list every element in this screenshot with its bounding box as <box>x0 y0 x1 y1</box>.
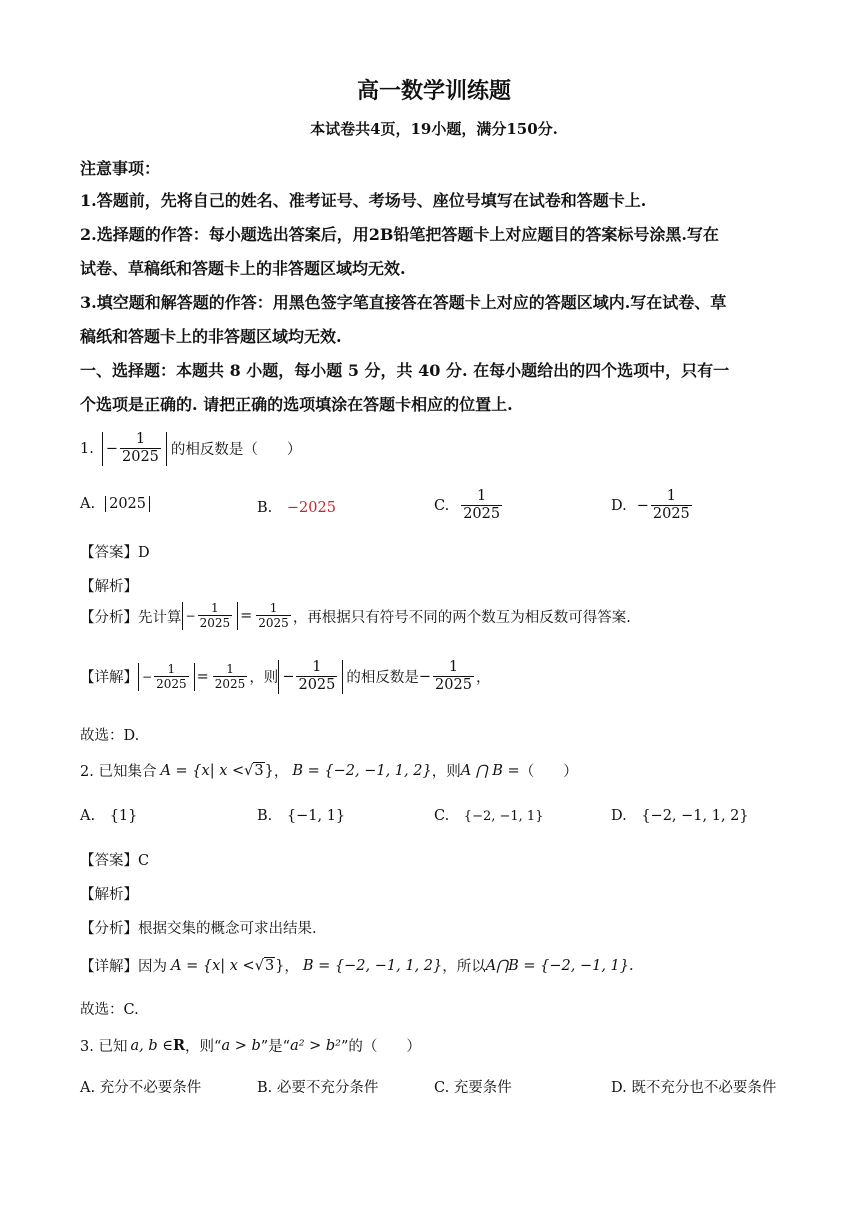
q3-option-b: B. 必要不充分条件 <box>257 1080 379 1096</box>
q2-xiangjie-set-a-close: } <box>275 957 285 974</box>
q2-xiangjie-sqrt: √3 <box>254 957 275 974</box>
q1-analysis-heading: 【解析】 <box>80 579 138 595</box>
q1-xiangjie-end: ， <box>475 670 491 687</box>
q1-answer: 【答案】D <box>80 545 150 561</box>
notice-heading: 注意事项： <box>80 159 161 178</box>
q1-xiangjie-result-denominator: 2025 <box>214 676 246 691</box>
notice-item-3-line1: 3.填空题和解答题的作答：用黑色签字笔直接答在答题卡上对应的答题区域内.写在试卷、草 <box>80 293 727 312</box>
q1-stem <box>80 432 301 466</box>
q2-option-d <box>611 808 749 824</box>
section1-line2: 个选项是正确的. 请把正确的选项填涂在答题卡相应的位置上. <box>80 395 513 414</box>
q1-option-c-fraction <box>461 489 502 523</box>
q1-fenxi-result-numerator: 1 <box>269 601 278 615</box>
q1-xiangjie-minus2: − <box>282 668 295 685</box>
q3-option-c: C. 充要条件 <box>434 1080 512 1096</box>
q1-fenxi-minus: − <box>185 609 196 624</box>
q3-stem-pre: 3. 已知 <box>80 1039 128 1055</box>
q1-xiangjie-mid2: 的相反数是 <box>346 670 419 687</box>
q1-fenxi-numerator: 1 <box>211 601 219 615</box>
q1-option-d-fraction <box>651 489 692 523</box>
q1-xiangjie-mid: ，则 <box>249 670 279 687</box>
q2-sqrt: √3 <box>244 762 264 779</box>
q3-real-set: R <box>172 1037 186 1054</box>
q1-option-c-label: C. <box>434 497 450 514</box>
q1-option-a-value: 2025 <box>105 496 150 512</box>
q1-xiangjie <box>80 660 490 694</box>
q3-condition-1: a > b <box>221 1037 261 1054</box>
q2-paren: （ ） <box>519 764 578 780</box>
q1-option-d-label: D. <box>611 497 627 514</box>
q2-xiangjie-sqrt-value: 3 <box>264 957 275 974</box>
q3-vars: a, b ∈ <box>130 1037 173 1054</box>
q1-option-c <box>434 489 504 523</box>
q1-option-d-numerator: 1 <box>666 488 676 504</box>
q2-option-c-value: {−2, −1, 1} <box>463 809 544 824</box>
q1-option-d-denominator: 2025 <box>652 505 690 522</box>
q1-xiangjie-denominator: 2025 <box>156 676 187 691</box>
q2-option-a <box>80 808 137 824</box>
notice-item-1: 1.答题前，先将自己的姓名、准考证号、考场号、座位号填写在试卷和答题卡上. <box>80 191 647 210</box>
q1-option-c-denominator: 2025 <box>463 505 501 522</box>
q2-xiangjie-so: ，所以 <box>442 959 486 975</box>
q1-fenxi-rest: ，再根据只有符号不同的两个数互为相反数可得答案. <box>292 609 631 626</box>
q2-sqrt-value: 3 <box>254 762 264 779</box>
notice-item-3-line2: 稿纸和答题卡上的非答题区域均无效. <box>80 327 342 346</box>
q2-conclusion: 故选：C. <box>80 1002 139 1018</box>
q1-denominator: 2025 <box>122 448 159 465</box>
notice-item-2-line1: 2.选择题的作答：每小题选出答案后，用2B铅笔把答题卡上对应题目的答案标号涂黑.写在 <box>80 225 719 244</box>
q2-answer: 【答案】C <box>80 853 150 869</box>
q3-stem <box>80 1035 421 1056</box>
q3-stem-mid: ，则“ <box>185 1039 222 1055</box>
q1-fenxi-fraction <box>198 602 233 630</box>
section1-line1: 一、选择题：本题共 8 小题，每小题 5 分，共 40 分. 在每小题给出的四个选项中，只有一 <box>80 361 730 380</box>
q1-option-a-label: A. <box>80 496 96 512</box>
q1-xiangjie-numerator2: 1 <box>312 659 322 675</box>
q2-xiangjie-set-b: B = {−2, −1, 1, 2} <box>302 957 443 974</box>
q2-separator: ， <box>273 764 289 780</box>
q1-option-d-minus: − <box>636 497 649 514</box>
q2-option-d-value: {−2, −1, 1, 2} <box>641 808 749 824</box>
q1-minus: − <box>105 440 118 457</box>
q1-stem-text: 的相反数是（ ） <box>170 442 302 459</box>
page-title: 高一数学训练题 <box>356 78 511 104</box>
q1-xiangjie-abs2 <box>278 660 343 694</box>
q2-xiangjie <box>80 955 634 976</box>
q2-xiangjie-result: A⋂B = {−2, −1, 1}. <box>485 957 634 974</box>
q1-xiangjie-fraction2 <box>296 660 337 694</box>
q1-conclusion: 故选：D. <box>80 728 140 744</box>
q2-option-a-value: {1} <box>109 808 138 824</box>
q1-fenxi-result-fraction <box>256 602 291 630</box>
q1-fraction <box>120 432 161 466</box>
q2-analysis-heading: 【解析】 <box>80 887 138 903</box>
q3-option-d: D. 既不充分也不必要条件 <box>611 1080 777 1096</box>
q1-xiangjie-minus: − <box>142 669 153 684</box>
q2-option-a-label: A. <box>80 808 96 824</box>
q1-option-c-numerator: 1 <box>477 488 487 504</box>
q2-fenxi: 【分析】根据交集的概念可求出结果. <box>80 921 317 937</box>
q1-xiangjie-tag: 【详解】 <box>80 670 138 687</box>
q2-option-d-label: D. <box>611 808 627 824</box>
q2-option-b-label: B. <box>257 808 273 824</box>
q2-stem-post: ，则 <box>431 764 461 780</box>
q1-option-b-label: B. <box>257 500 273 516</box>
q1-xiangjie-result-fraction <box>213 663 248 691</box>
q1-option-a <box>80 496 150 512</box>
q2-set-b: B = {−2, −1, 1, 2} <box>292 762 432 779</box>
q1-fenxi-denominator: 2025 <box>199 616 231 631</box>
q1-xiangjie-numerator3: 1 <box>448 659 459 675</box>
q1-xiangjie-fraction <box>154 663 189 691</box>
q1-option-b-value: −2025 <box>286 500 336 516</box>
q2-xiangjie-set-a: A = {x| x < <box>171 957 255 974</box>
q1-fenxi-equals: = <box>240 608 253 625</box>
q2-stem <box>80 760 578 781</box>
q3-condition-2: a² > b² <box>290 1037 341 1054</box>
q1-option-d <box>611 489 694 523</box>
q1-option-b <box>257 500 336 516</box>
q1-numerator: 1 <box>135 431 146 447</box>
q2-xiangjie-separator: ， <box>284 959 299 975</box>
q1-fenxi-abs <box>182 602 239 630</box>
q1-xiangjie-minus3: − <box>418 668 432 685</box>
q3-option-a: A. 充分不必要条件 <box>80 1080 202 1096</box>
q3-stem-post: ”的（ ） <box>340 1039 421 1055</box>
q1-fenxi <box>80 602 631 630</box>
q1-fenxi-tag: 【分析】先计算 <box>80 609 182 626</box>
q1-fenxi-result-denominator: 2025 <box>258 616 289 631</box>
notice-item-2-line2: 试卷、草稿纸和答题卡上的非答题区域均无效. <box>80 259 406 278</box>
q1-number: 1. <box>80 440 94 457</box>
page-subtitle: 本试卷共4页，19小题，满分150分. <box>310 120 558 138</box>
q2-intersection: A ⋂ B = <box>460 762 520 779</box>
q1-xiangjie-denominator3: 2025 <box>435 676 472 693</box>
q1-abs-expression <box>102 432 167 466</box>
q1-xiangjie-abs <box>138 663 195 691</box>
q2-xiangjie-tag: 【详解】因为 <box>80 959 167 975</box>
q1-xiangjie-denominator2: 2025 <box>298 676 336 693</box>
q1-xiangjie-equals: = <box>196 668 209 685</box>
q2-set-a-close: } <box>264 762 274 779</box>
q1-xiangjie-numerator: 1 <box>167 661 176 676</box>
q2-stem-pre: 2. 已知集合 <box>80 764 157 780</box>
q1-xiangjie-result-numerator: 1 <box>226 661 234 676</box>
q1-xiangjie-fraction3 <box>433 660 474 694</box>
q2-option-b <box>257 808 345 824</box>
q2-set-a: A = {x| x < <box>160 762 245 779</box>
q3-stem-mid2: ”是“ <box>260 1039 291 1055</box>
q2-option-b-value: {−1, 1} <box>286 808 346 824</box>
q2-option-c <box>434 808 543 824</box>
q2-option-c-label: C. <box>434 808 450 824</box>
